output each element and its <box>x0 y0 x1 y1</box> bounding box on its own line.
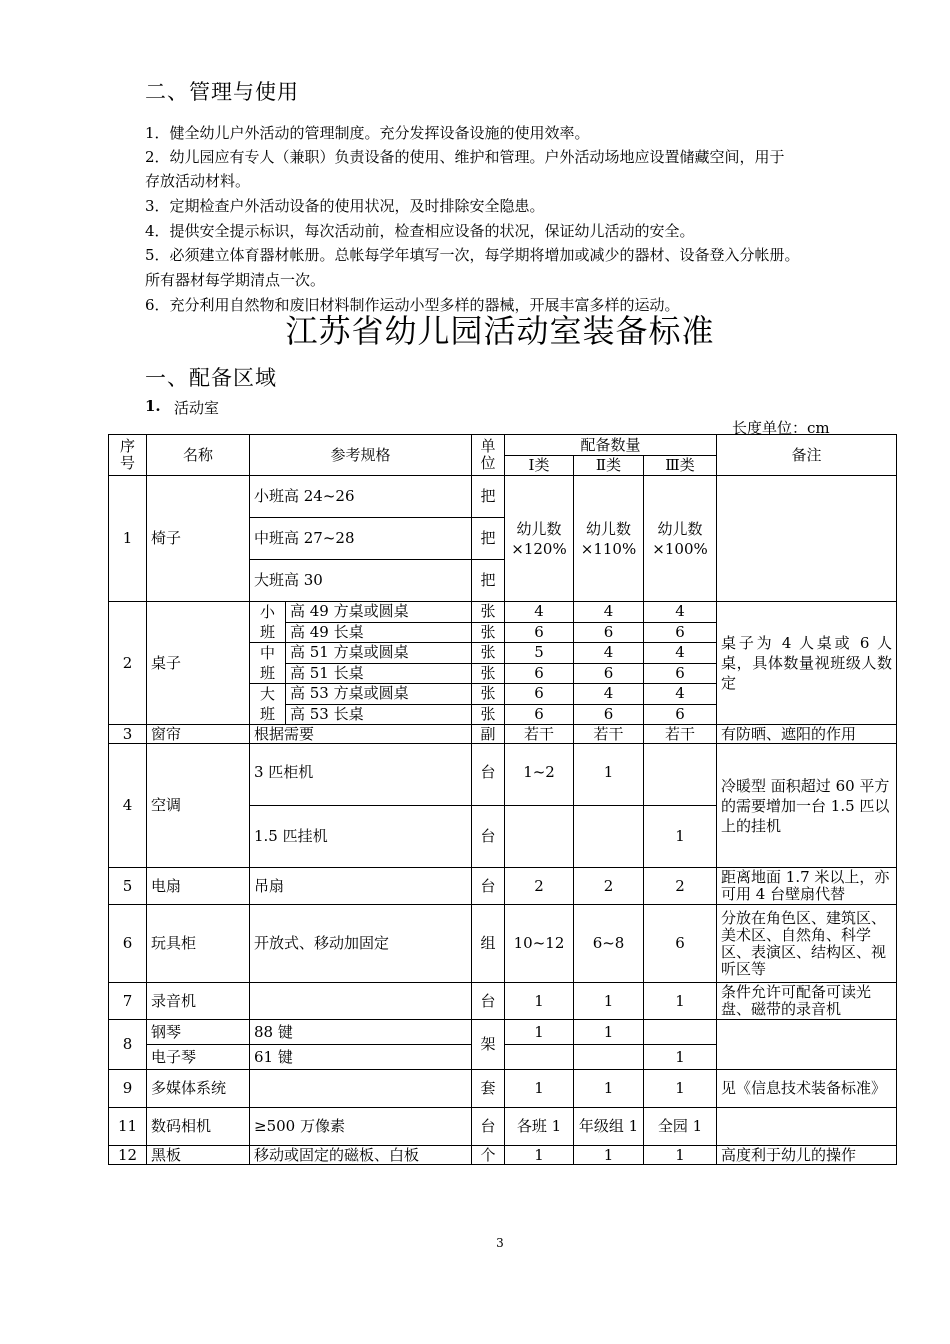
cell-seq: 9 <box>109 1070 147 1108</box>
cell-name: 玩具柜 <box>147 905 250 983</box>
table-row <box>109 1146 897 1165</box>
cell-qty-3: 4 <box>644 643 717 664</box>
header-class-3: Ⅲ类 <box>644 456 717 476</box>
cell-qty-1: 5 <box>505 643 574 664</box>
subsection-title: 活动室 <box>174 399 220 417</box>
cell-unit: 把 <box>472 476 505 518</box>
section2-item-6: 6．充分利用自然物和废旧材料制作运动小型多样的器械，开展丰富多样的运动。 <box>145 296 680 314</box>
cell-seq: 4 <box>109 744 147 868</box>
cell-unit: 把 <box>472 518 505 560</box>
cell-group: 小班 <box>250 602 286 643</box>
cell-spec: 吊扇 <box>250 868 472 905</box>
header-qty: 配备数量 <box>505 435 717 456</box>
header-class-1: Ⅰ类 <box>505 456 574 476</box>
cell-qty-3 <box>644 476 717 602</box>
cell-spec: 61 键 <box>250 1045 472 1070</box>
subsection-number: 1. <box>145 397 161 415</box>
cell-seq: 6 <box>109 905 147 983</box>
table-row <box>109 725 897 744</box>
cell-spec: 根据需要 <box>250 725 472 744</box>
cell-qty-3: 4 <box>644 684 717 705</box>
cell-unit: 张 <box>472 622 505 643</box>
cell-unit: 套 <box>472 1070 505 1108</box>
cell-qty-1: 1 <box>505 1070 574 1108</box>
cell-qty-1: 4 <box>505 602 574 623</box>
section1-title: 一、配备区域 <box>145 366 277 390</box>
cell-unit: 台 <box>472 744 505 806</box>
cell-qty-3: 1 <box>644 1070 717 1108</box>
cell-spec: 3 匹柜机 <box>250 744 472 806</box>
cell-spec: 高 49 方桌或圆桌 <box>286 602 472 623</box>
cell-qty-3: 1 <box>644 983 717 1020</box>
cell-spec: 1.5 匹挂机 <box>250 806 472 868</box>
cell-unit: 台 <box>472 806 505 868</box>
cell-qty-2 <box>574 806 644 868</box>
cell-spec: 小班高 24~26 <box>250 476 472 518</box>
cell-spec: ≥500 万像素 <box>250 1108 472 1146</box>
table-header-row <box>109 435 897 456</box>
cell-note: 距离地面 1.7 米以上，亦可用 4 台壁扇代替 <box>717 868 897 905</box>
cell-spec: 高 49 长桌 <box>286 622 472 643</box>
cell-unit: 个 <box>472 1146 505 1165</box>
cell-unit: 张 <box>472 704 505 725</box>
cell-seq: 12 <box>109 1146 147 1165</box>
page-number: 3 <box>496 1236 504 1250</box>
cell-qty-2: 6 <box>574 622 644 643</box>
cell-name: 黑板 <box>147 1146 250 1165</box>
cell-qty-1: 6 <box>505 704 574 725</box>
cell-qty-2: 1 <box>574 1070 644 1108</box>
cell-qty-1: 1 <box>505 1146 574 1165</box>
cell-qty-1: 6 <box>505 684 574 705</box>
cell-qty-1: 2 <box>505 868 574 905</box>
cell-qty-2-text: 幼儿数×110% <box>580 519 637 558</box>
header-class-2: Ⅱ类 <box>574 456 644 476</box>
header-seq: 序号 <box>109 435 147 476</box>
table-row <box>109 1020 897 1045</box>
cell-qty-3: 6 <box>644 905 717 983</box>
cell-note: 冷暖型 面积超过 60 平方的需要增加一台 1.5 匹以上的挂机 <box>717 744 897 868</box>
cell-note: 条件允许可配备可读光盘、磁带的录音机 <box>717 983 897 1020</box>
header-note: 备注 <box>717 435 897 476</box>
cell-qty-1: 1 <box>505 1020 574 1045</box>
cell-spec: 高 53 方桌或圆桌 <box>286 684 472 705</box>
cell-name: 数码相机 <box>147 1108 250 1146</box>
cell-spec: 高 53 长桌 <box>286 704 472 725</box>
table-row <box>109 905 897 983</box>
cell-name: 录音机 <box>147 983 250 1020</box>
cell-qty-1-text: 幼儿数×120% <box>511 519 567 558</box>
cell-qty-1: 1 <box>505 983 574 1020</box>
section2-item-1: 1．健全幼儿户外活动的管理制度。充分发挥设备设施的使用效率。 <box>145 124 590 142</box>
cell-unit: 架 <box>472 1020 505 1070</box>
cell-spec: 大班高 30 <box>250 560 472 602</box>
cell-qty-3: 6 <box>644 663 717 684</box>
cell-seq: 8 <box>109 1020 147 1070</box>
cell-qty-1 <box>505 1045 574 1070</box>
cell-qty-2: 1 <box>574 744 644 806</box>
cell-note <box>717 476 897 602</box>
section2-item-3: 3．定期检查户外活动设备的使用状况，及时排除安全隐患。 <box>145 197 545 215</box>
cell-qty-1: 1~2 <box>505 744 574 806</box>
cell-name: 多媒体系统 <box>147 1070 250 1108</box>
cell-qty-2: 年级组 1 <box>574 1108 644 1146</box>
cell-unit: 台 <box>472 1108 505 1146</box>
unit-label: 长度单位：cm <box>732 419 830 437</box>
section2-title: 二、管理与使用 <box>145 80 299 104</box>
cell-unit: 张 <box>472 602 505 623</box>
cell-qty-3: 若干 <box>644 725 717 744</box>
cell-spec: 开放式、移动加固定 <box>250 905 472 983</box>
cell-unit: 张 <box>472 684 505 705</box>
cell-name: 电子琴 <box>147 1045 250 1070</box>
cell-spec: 高 51 长桌 <box>286 663 472 684</box>
cell-note: 分放在角色区、建筑区、美术区、自然角、科学区、表演区、结构区、视听区等 <box>717 905 897 983</box>
main-title: 江苏省幼儿园活动室装备标准 <box>285 312 715 350</box>
cell-qty-2: 6 <box>574 704 644 725</box>
cell-qty-2 <box>574 1045 644 1070</box>
cell-group: 中班 <box>250 643 286 684</box>
table-row <box>109 744 897 806</box>
cell-spec <box>250 983 472 1020</box>
cell-seq: 2 <box>109 602 147 725</box>
cell-qty-1 <box>505 806 574 868</box>
cell-note: 高度利于幼儿的操作 <box>717 1146 897 1165</box>
cell-name: 钢琴 <box>147 1020 250 1045</box>
cell-name: 空调 <box>147 744 250 868</box>
section2-item-2: 2．幼儿园应有专人（兼职）负责设备的使用、维护和管理。户外活动场地应设置储藏空间，用于 <box>145 148 785 166</box>
cell-qty-1: 若干 <box>505 725 574 744</box>
cell-qty-3: 4 <box>644 602 717 623</box>
header-name: 名称 <box>147 435 250 476</box>
cell-qty-3: 1 <box>644 1146 717 1165</box>
cell-unit: 张 <box>472 663 505 684</box>
cell-qty-2: 2 <box>574 868 644 905</box>
cell-spec: 移动或固定的磁板、白板 <box>250 1146 472 1165</box>
cell-spec: 88 键 <box>250 1020 472 1045</box>
cell-seq: 7 <box>109 983 147 1020</box>
cell-note: 桌子为 4 人桌或 6 人桌，具体数量视班级人数定 <box>717 602 897 725</box>
cell-note <box>717 1108 897 1146</box>
cell-qty-2 <box>574 476 644 602</box>
equipment-table <box>108 434 897 1165</box>
cell-unit: 副 <box>472 725 505 744</box>
cell-spec: 高 51 方桌或圆桌 <box>286 643 472 664</box>
cell-qty-1: 10~12 <box>505 905 574 983</box>
cell-seq: 3 <box>109 725 147 744</box>
table-row <box>109 1070 897 1108</box>
cell-qty-3: 2 <box>644 868 717 905</box>
header-spec: 参考规格 <box>250 435 472 476</box>
cell-unit: 台 <box>472 868 505 905</box>
cell-qty-2: 4 <box>574 684 644 705</box>
cell-qty-3: 1 <box>644 806 717 868</box>
section2-item-4: 4．提供安全提示标识，每次活动前，检查相应设备的状况，保证幼儿活动的安全。 <box>145 222 695 240</box>
cell-seq: 1 <box>109 476 147 602</box>
table-row <box>109 983 897 1020</box>
cell-qty-2: 1 <box>574 983 644 1020</box>
cell-seq: 5 <box>109 868 147 905</box>
cell-name: 椅子 <box>147 476 250 602</box>
cell-note <box>717 1020 897 1070</box>
table-row <box>109 868 897 905</box>
cell-note: 见《信息技术装备标准》 <box>717 1070 897 1108</box>
cell-qty-2: 1 <box>574 1020 644 1045</box>
cell-qty-3: 全园 1 <box>644 1108 717 1146</box>
cell-note: 有防晒、遮阳的作用 <box>717 725 897 744</box>
cell-qty-2: 4 <box>574 602 644 623</box>
cell-qty-1: 6 <box>505 663 574 684</box>
cell-unit: 把 <box>472 560 505 602</box>
cell-qty-2: 4 <box>574 643 644 664</box>
section2-item-2-cont: 存放活动材料。 <box>145 172 251 190</box>
cell-unit: 组 <box>472 905 505 983</box>
cell-spec <box>250 1070 472 1108</box>
cell-unit: 张 <box>472 643 505 664</box>
cell-name: 电扇 <box>147 868 250 905</box>
cell-qty-3: 6 <box>644 704 717 725</box>
cell-qty-1 <box>505 476 574 602</box>
cell-unit: 台 <box>472 983 505 1020</box>
cell-qty-3-text: 幼儿数×100% <box>652 519 708 558</box>
table-row <box>109 602 897 623</box>
table-row <box>109 476 897 518</box>
cell-qty-2: 6 <box>574 663 644 684</box>
cell-qty-2: 6~8 <box>574 905 644 983</box>
cell-name: 桌子 <box>147 602 250 725</box>
cell-qty-3: 6 <box>644 622 717 643</box>
cell-qty-1: 6 <box>505 622 574 643</box>
header-unit: 单位 <box>472 435 505 476</box>
section2-item-5-cont: 所有器材每学期清点一次。 <box>145 271 326 289</box>
cell-qty-2: 若干 <box>574 725 644 744</box>
table-row <box>109 1108 897 1146</box>
cell-spec: 中班高 27~28 <box>250 518 472 560</box>
section2-item-5: 5．必须建立体育器材帐册。总帐每学年填写一次，每学期将增加或减少的器材、设备登入分帐册。 <box>145 246 800 264</box>
cell-group: 大班 <box>250 684 286 725</box>
cell-qty-1: 各班 1 <box>505 1108 574 1146</box>
cell-seq: 11 <box>109 1108 147 1146</box>
cell-qty-2: 1 <box>574 1146 644 1165</box>
cell-qty-3 <box>644 744 717 806</box>
cell-name: 窗帘 <box>147 725 250 744</box>
cell-qty-3: 1 <box>644 1045 717 1070</box>
cell-qty-3 <box>644 1020 717 1045</box>
